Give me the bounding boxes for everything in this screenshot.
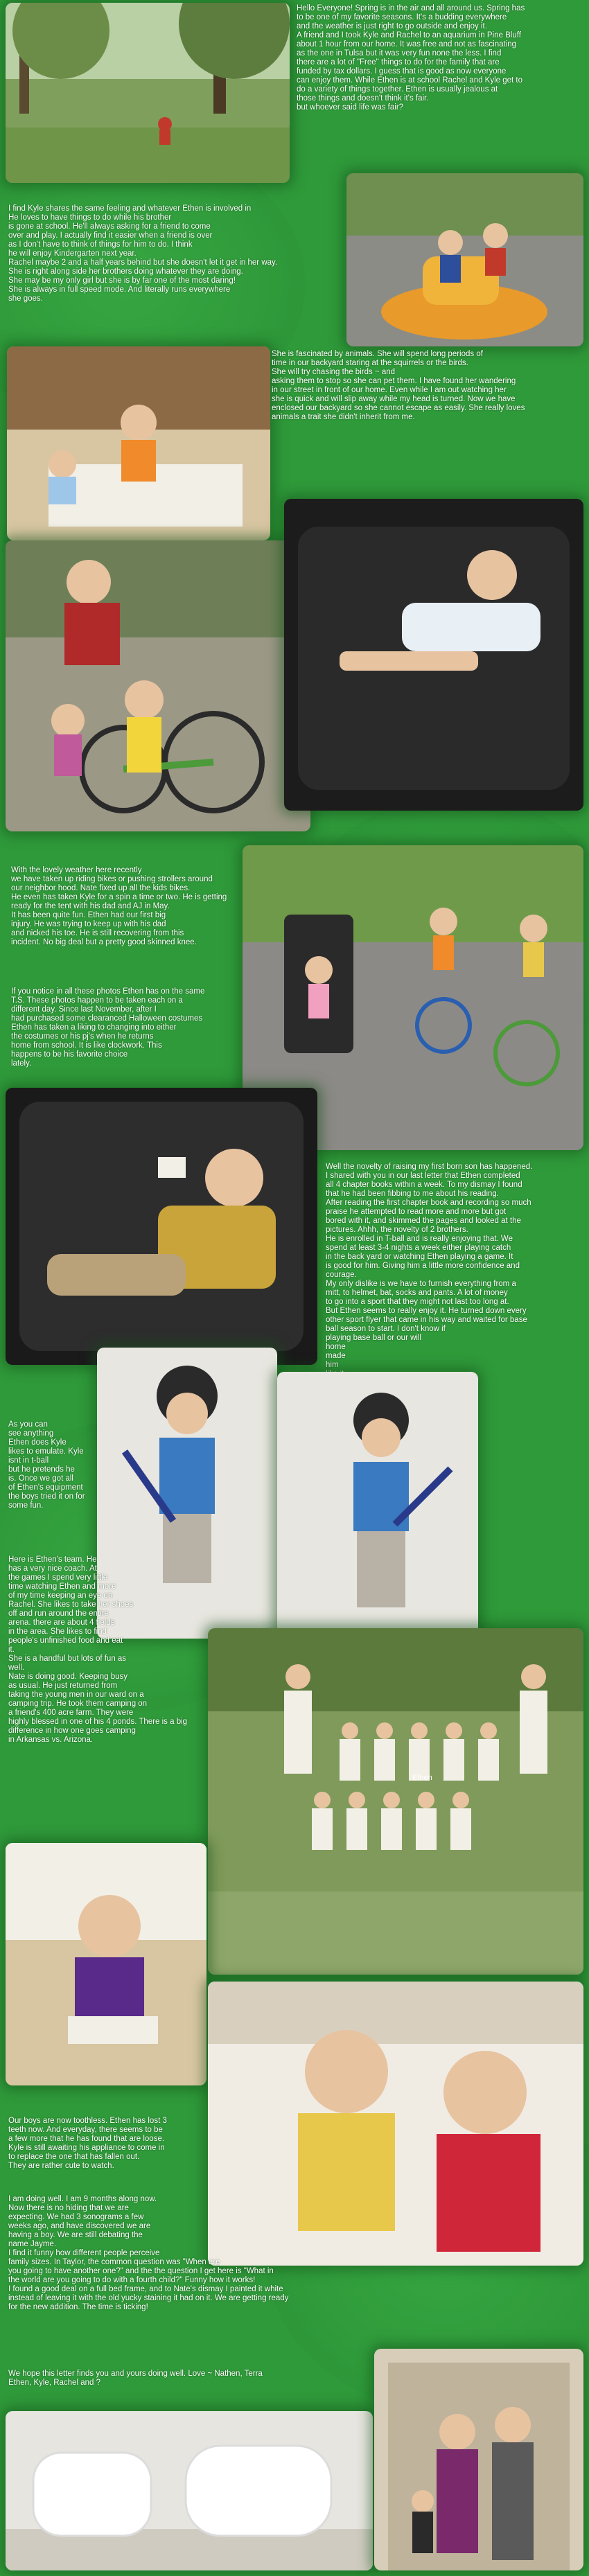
letter-paragraph-6: Well the novelty of raising my first born son has happened. I shared with you in our last letter that Ethen completed all 4 chapter books within a week. To my dismay I found that he had been fibbing to me about his reading. After reading the first chapter book and recording so much praise he attempted to read more and more but got bored with it, and skimmed the pages and looked at the pictures. Ahhh, the novelty of 2 brothers. He is enrolled in T-ball and is really enjoying that. We spend at least 3-4 nights a week either playing catch in the back yard or watching Ethen playing a game. It is good for him. Giving him a little more confidence and courage. My only dislike is we have to furnish everything from a mitt, to helmet, bat, socks and pants. A lot of money to go into a sport that they might not last too long at. But Ethen seems to really enjoy it. He turned down every other sport flyer that came in his way and waited for base ball season to start. I don't know if playing base ball or our will home made him (326, 1163, 533, 1369)
photo-dad-fixing-bikes (6, 540, 310, 831)
letter-paragraph-2: I find Kyle shares the same feeling and whatever Ethen is involved in He loves to have things to do while his brother is gone at school. He'll always asking for a friend to come over and play. I actually find it easier when a friend is over as I don't have to think of things for him to do. I think he will enjoy Kindergarten next year. Rachel maybe 2 and a half years behind but she doesn't let it get in her way. She is right along side her brothers doing whatever they are doing. She may be my only girl but she is by far one of the most daring! She is always in full speed mode. And literally runs everywhere she goes. (8, 204, 278, 303)
letter-paragraph-9: Our boys are now toothless. Ethen has lost 3 teeth now. And everyday, there seems to be a few more that he has found that are loose. Kyle is still awaiting his appliance to come in to replace the one that has fallen out. They are rather cute to watch. (8, 2117, 167, 2170)
letter-paragraph-1: Hello Everyone! Spring is in the air and all around us. Spring has to be one of my favorite seasons. It's a budding everywhere and the weather is just right to go outside and enjoy it. A friend and I took Kyle and Rachel to an aquarium in Pine Bluff about 1 hour from our home. It was free and not as fascinating as the one in Tulsa but it was very fun none the less. I find there are a lot of "Free" things to do for the family that are funded by tax dollars. I guess that is good as now everyone can enjoy them. While Ethen is at school Rachel and Kyle get to do a variety of things together. Ethen is usually jealous at those things and doesn't think it's fair. but whoever said life was fair? (297, 4, 525, 112)
photo-white-bed-frame (6, 2411, 373, 2570)
letter-paragraph-4: With the lovely weather here recently we have taken up riding bikes or pushing strollers around our neighbor hood. Nate fixed up all the kids bikes. He even has taken Kyle for a spin a time or two. He is getting ready for the tent with his dad and AJ in May. It has been quite fun. Ethen had our first big injury. He was trying to keep up with his dad and nicked his toe. He is still recovering from this incident. No big deal but a pretty good skinned knee. (11, 866, 227, 946)
photo-park-swing (6, 3, 290, 183)
photo-kyle-batting (277, 1372, 478, 1649)
letter-paragraph-10: I am doing well. I am 9 months along now. Now there is no hiding that we are expecting. We had 3 sonograms a few weeks ago, and have discovered we are having a boy. We are still debating the name Jayme. I find it funny how different people perceive family sizes. In Taylor, the common question was "When are you going to have another one?" and the the question I get here is "What in the world are you going to do with a fourth child?" Funny how it works! I found a good deal on a full bed frame, and to Nate's dismay I painted it white instead of leaving it with the old yucky staining it had on it. We are getting ready for the new addition. The time is ticking! (8, 2195, 289, 2311)
letter-paragraph-3: She is fascinated by animals. She will spend long periods of time in our backyard staring at the squirrels or the birds. She will try chasing the birds ~ and asking them to stop so she can pet them. I have found her wandering in our street in front of our home. Even while I am out watching her she is quick and will slip away while my head is turned. Now we have enclosed our backyard so she cannot escape as easily. She really loves animals a trait she didn't inherit from me. (272, 350, 525, 421)
letter-paragraph-5: If you notice in all these photos Ethen has on the same T.S. These photos happen to be taken each on a different day. Since last November, after I had purchased some clearanced Halloween costumes Ethen has taken a liking to changing into either the costumes or his pj's when he returns home from school. It is like clockwork. This happens to be his favorite choice lately. (11, 987, 205, 1068)
letter-paragraph-7: As you can see anything Ethen does Kyle likes to emulate. Kyle isnt in t-ball but he pretends he is. Once we got all of Ethen's equipment the boys tried it on for some fun. (8, 1420, 85, 1510)
team-label-ethen: Ethen (412, 1774, 432, 1782)
photo-family-portrait (374, 2349, 583, 2570)
photo-boy-costume-couch (6, 1088, 317, 1365)
letter-closing: We hope this letter finds you and yours doing well. Love ~ Nathen, Terra Ethen, Kyle, Rachel and ? (8, 2370, 263, 2387)
photo-boy-on-couch (284, 499, 583, 811)
letter-paragraph-8: Here is Ethen's team. He has a very nice coach. At the games I spend very little time watching Ethen and more of my time keeping an eye on Rachel. She likes to take her shoes off and run around the entire arena. there are about 4 fields in the area. She likes to find people's unfinished food and eat it. She is a handful but lots of fun as well. Nate is doing good. Keeping busy as usual. He just returned from taking the young men in our ward on a camping trip. He took them camping on a friend's 400 acre farm. They were highly blessed in one of his 4 ponds. There is a big difference in how one goes camping in Arkansas vs. Arizona. (8, 1555, 188, 1744)
photo-kids-painting (7, 346, 270, 540)
photo-baseball-team (208, 1628, 583, 1975)
photo-kids-on-ride (346, 173, 583, 346)
photo-toddler-girl (6, 1843, 206, 2085)
